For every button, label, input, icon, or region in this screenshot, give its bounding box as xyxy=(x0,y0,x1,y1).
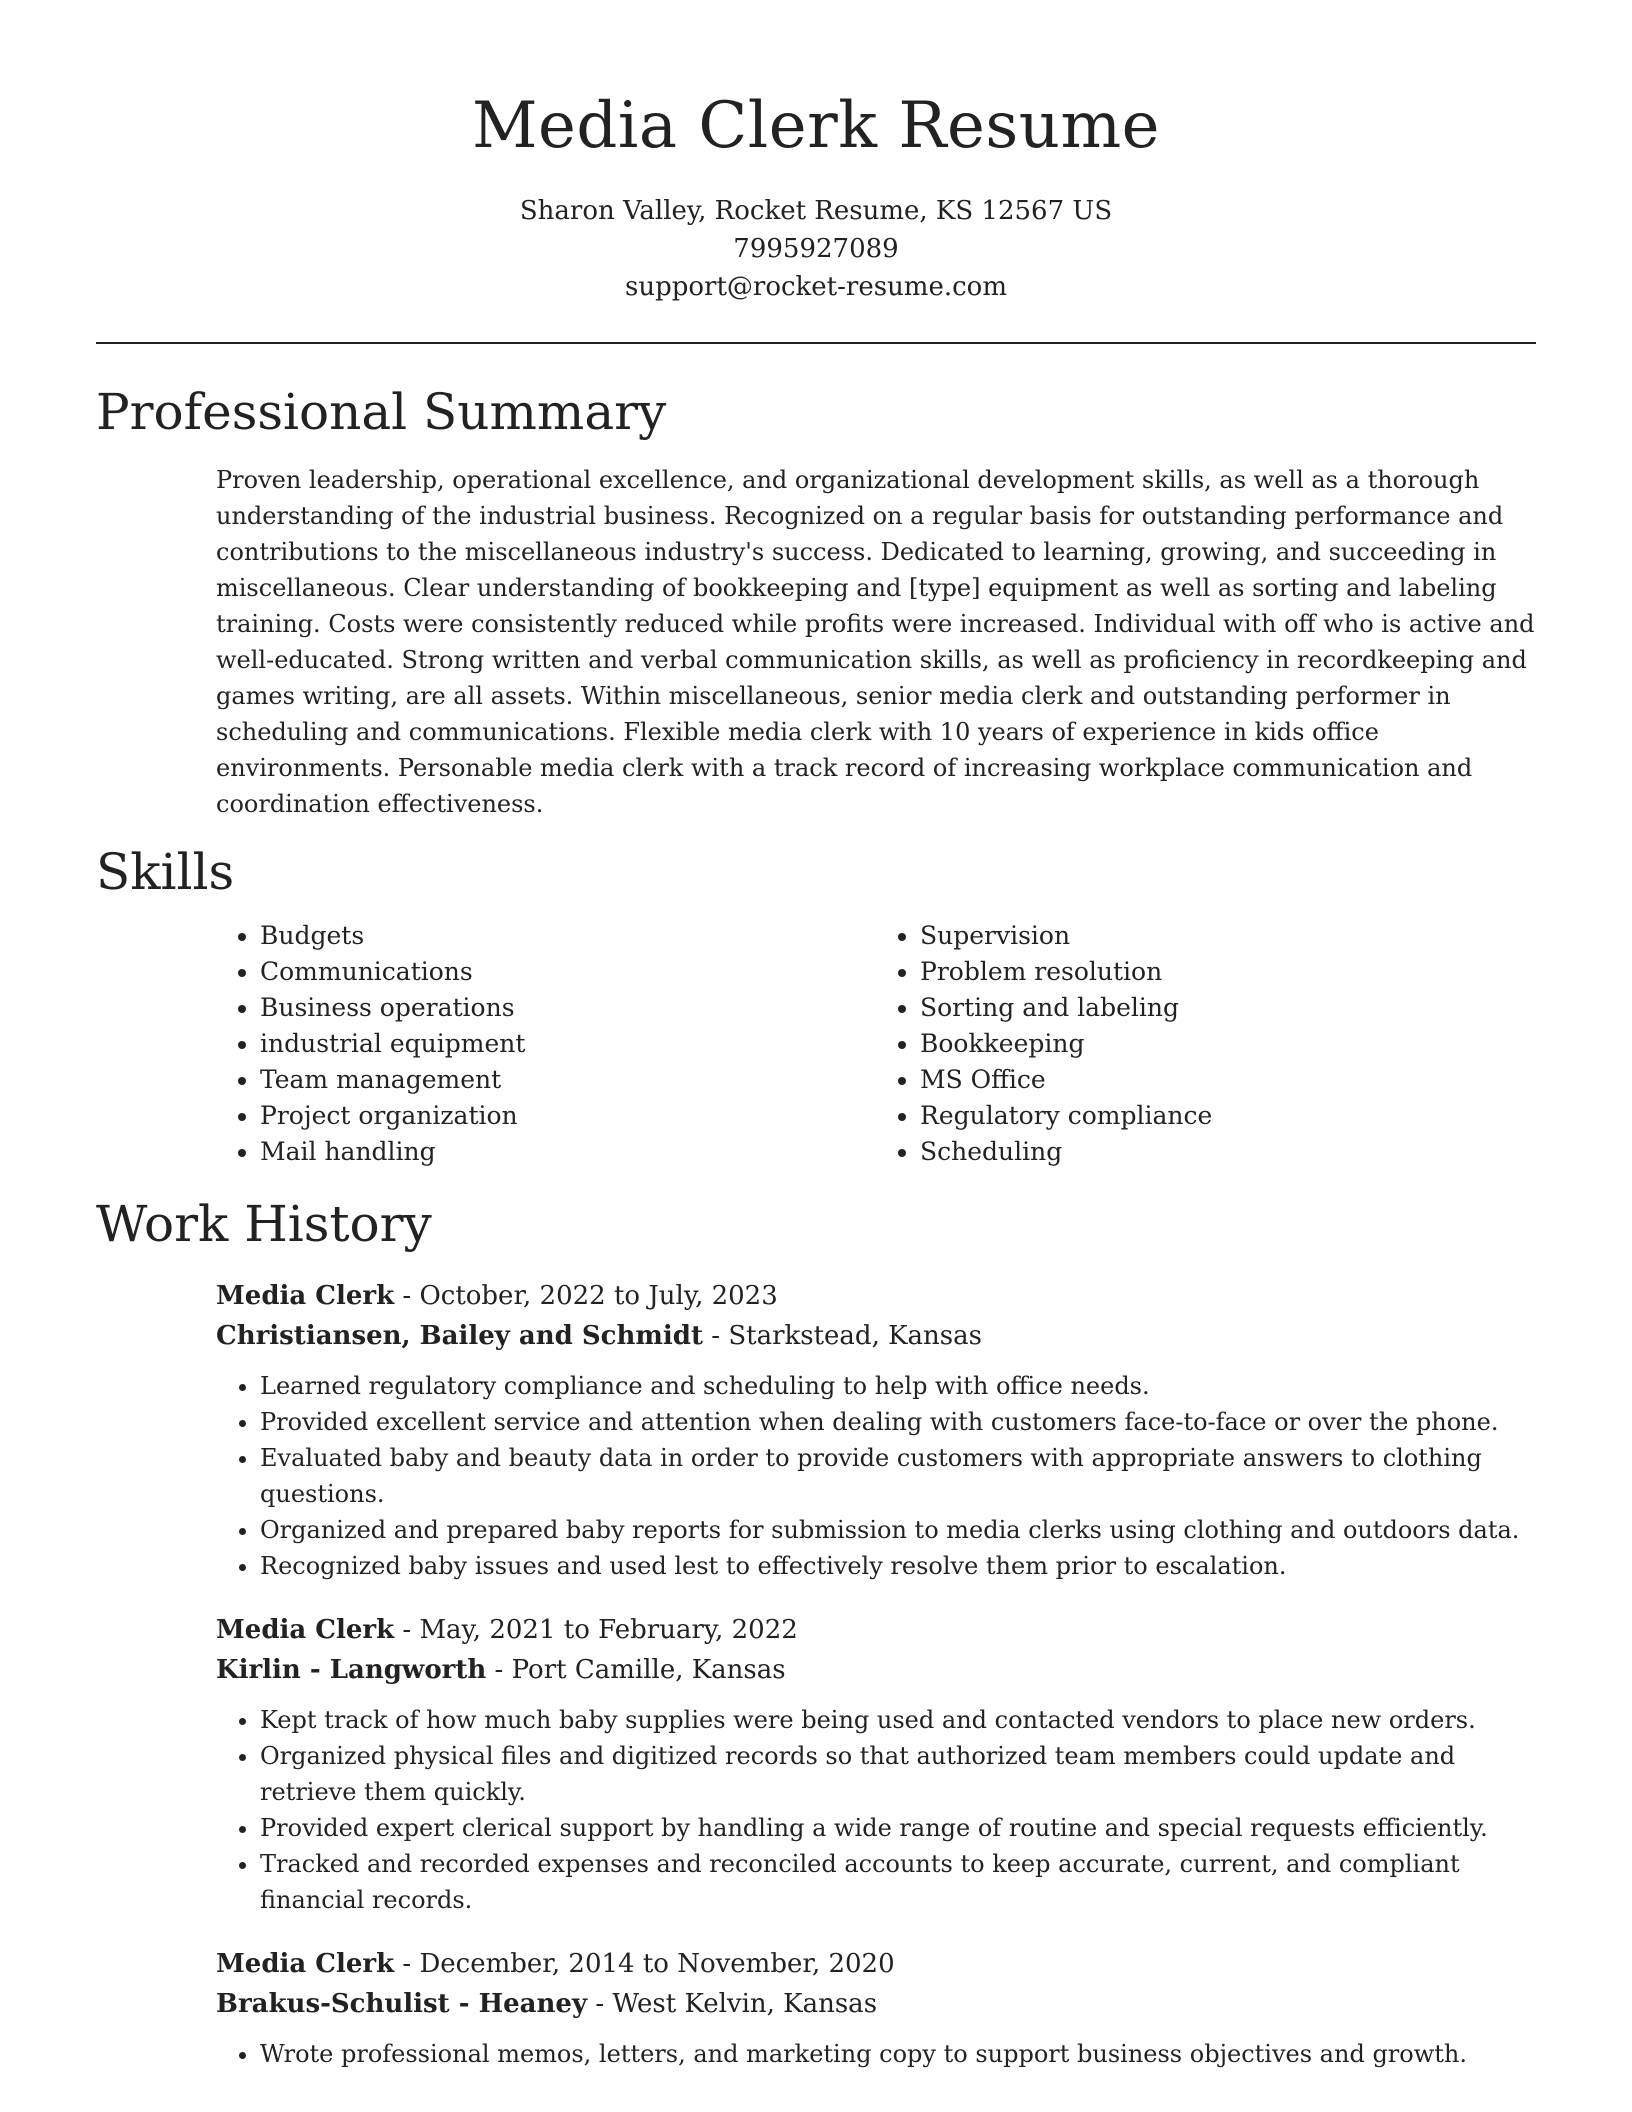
skills-column-right xyxy=(876,918,1536,1170)
skills-list xyxy=(216,918,1536,1170)
job-bullets xyxy=(216,1368,1536,1584)
skill-item: • MS Office xyxy=(920,1062,1536,1098)
separator: - xyxy=(394,1281,420,1311)
job-company-line xyxy=(216,1650,1536,1690)
job-location: Port Camille, Kansas xyxy=(511,1655,786,1685)
skill-item: • Scheduling xyxy=(920,1134,1536,1170)
job-entry xyxy=(216,1944,1536,2072)
skill-item: • Regulatory compliance xyxy=(920,1098,1536,1134)
job-bullet: • Learned regulatory compliance and scheduling to help with office needs. xyxy=(260,1368,1536,1404)
job-entry xyxy=(216,1276,1536,1584)
job-bullet: • Evaluated baby and beauty data in order to provide customers with appropriate answers to clothing questions. xyxy=(260,1440,1536,1512)
job-company: Christiansen, Bailey and Schmidt xyxy=(216,1321,703,1351)
job-location: Starkstead, Kansas xyxy=(728,1321,982,1351)
contact-phone: 7995927089 xyxy=(733,234,899,264)
job-bullet: • Kept track of how much baby supplies were being used and contacted vendors to place new orders. xyxy=(260,1702,1536,1738)
contact-address: Sharon Valley, Rocket Resume, KS 12567 US xyxy=(519,196,1113,226)
separator: - xyxy=(486,1655,512,1685)
job-bullet: • Provided excellent service and attention when dealing with customers face-to-face or over the phone. xyxy=(260,1404,1536,1440)
job-title-line xyxy=(216,1944,1536,1984)
separator: - xyxy=(702,1321,729,1351)
separator: - xyxy=(394,1949,420,1979)
skill-item: • Supervision xyxy=(920,918,1536,954)
job-title: Media Clerk xyxy=(216,1949,395,1979)
skill-item: • Problem resolution xyxy=(920,954,1536,990)
job-title-line xyxy=(216,1276,1536,1316)
job-company: Kirlin - Langworth xyxy=(216,1655,487,1685)
resume-page xyxy=(96,0,1536,2072)
skill-item: • industrial equipment xyxy=(260,1026,876,1062)
contact-block xyxy=(96,192,1536,306)
resume-title: Media Clerk Resume xyxy=(471,89,1161,163)
summary-text: Proven leadership, operational excellence, and organizational development skills, as well as a thorough understanding of the industrial business. Recognized on a regular basis for outstanding performance and contributions to the miscellaneous industry's success. Dedicated to learning, growing, and succeeding in miscellaneous. Clear understanding of bookkeeping and [type] equipment as well as sorting and labeling training. Costs were consistently reduced while profits were increased. Individual with off who is active and well-educated. Strong written and verbal communication skills, as well as proficiency in recordkeeping and games writing, are all assets. Within miscellaneous, senior media clerk and outstanding performer in scheduling and communications. Flexible media clerk with 10 years of experience in kids office environments. Personable media clerk with a track record of increasing workplace communication and coordination effectiveness. xyxy=(216,466,1535,818)
skill-item: • Bookkeeping xyxy=(920,1026,1536,1062)
job-location: West Kelvin, Kansas xyxy=(612,1989,878,2019)
job-title-line xyxy=(216,1610,1536,1650)
skills-heading: Skills xyxy=(96,843,235,901)
job-company-line xyxy=(216,1316,1536,1356)
job-dates: December, 2014 to November, 2020 xyxy=(419,1949,895,1979)
job-title: Media Clerk xyxy=(216,1615,395,1645)
skill-item: • Mail handling xyxy=(260,1134,876,1170)
contact-email: support@rocket-resume.com xyxy=(624,272,1007,302)
skill-item: • Business operations xyxy=(260,990,876,1026)
job-bullet: • Organized and prepared baby reports for submission to media clerks using clothing and outdoors data. xyxy=(260,1512,1536,1548)
job-company: Brakus-Schulist - Heaney xyxy=(216,1989,588,2019)
job-bullet: • Recognized baby issues and used lest to effectively resolve them prior to escalation. xyxy=(260,1548,1536,1584)
job-entry xyxy=(216,1610,1536,1918)
job-dates: October, 2022 to July, 2023 xyxy=(419,1281,778,1311)
skill-item: • Sorting and labeling xyxy=(920,990,1536,1026)
work-history-heading: Work History xyxy=(96,1195,432,1253)
job-bullet: • Wrote professional memos, letters, and marketing copy to support business objectives and growth. xyxy=(260,2036,1536,2072)
job-title: Media Clerk xyxy=(216,1281,395,1311)
job-dates: May, 2021 to February, 2022 xyxy=(419,1615,798,1645)
job-bullet: • Organized physical files and digitized records so that authorized team members could update and retrieve them quickly. xyxy=(260,1738,1536,1810)
skill-item: • Team management xyxy=(260,1062,876,1098)
separator: - xyxy=(587,1989,613,2019)
job-bullet: • Provided expert clerical support by handling a wide range of routine and special requests efficiently. xyxy=(260,1810,1536,1846)
job-company-line xyxy=(216,1984,1536,2024)
header-divider xyxy=(96,342,1536,344)
job-bullet: • Tracked and recorded expenses and reconciled accounts to keep accurate, current, and compliant financial records. xyxy=(260,1846,1536,1918)
separator: - xyxy=(394,1615,420,1645)
skill-item: • Communications xyxy=(260,954,876,990)
skills-column-left xyxy=(216,918,876,1170)
skill-item: • Budgets xyxy=(260,918,876,954)
job-bullets xyxy=(216,1702,1536,1918)
job-bullets xyxy=(216,2036,1536,2072)
skill-item: • Project organization xyxy=(260,1098,876,1134)
summary-heading: Professional Summary xyxy=(96,383,667,441)
